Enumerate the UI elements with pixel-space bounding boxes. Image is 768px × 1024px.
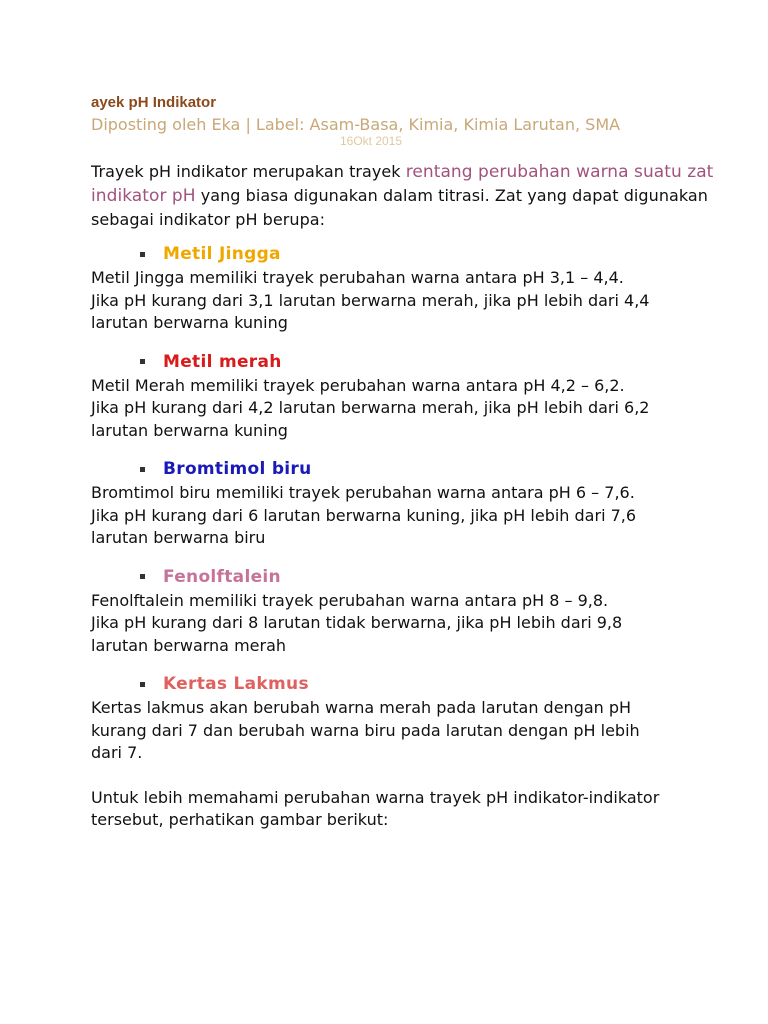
indicator-heading: Metil Jingga (163, 244, 281, 264)
indicator-section-bromtimol-biru (91, 458, 728, 550)
intro-paragraph (91, 160, 728, 231)
indicator-color-text: Jika pH kurang dari 6 larutan berwarna kuning, jika pH lebih dari 7,6 larutan berwarna biru (91, 505, 637, 547)
post-meta: Diposting oleh Eka | Label: Asam-Basa, Kimia, Kimia Larutan, SMA (91, 115, 621, 134)
list-item (91, 458, 728, 480)
indicator-range-text: Metil Merah memiliki trayek perubahan warna antara pH 4,2 – 6,2. (91, 375, 625, 395)
list-item (91, 243, 728, 265)
indicator-color-text: Jika pH kurang dari 8 larutan tidak berwarna, jika pH lebih dari 9,8 larutan berwarna merah (91, 613, 623, 655)
intro-text-start: Trayek pH indikator merupakan trayek (91, 162, 406, 181)
list-item (91, 673, 728, 695)
indicator-description-text: Kertas lakmus akan berubah warna merah pada larutan dengan pH kurang dari 7 dan berubah warna biru pada larutan dengan pH lebih dari 7. (91, 698, 640, 762)
post-date: 16Okt 2015 (339, 134, 403, 148)
indicator-heading: Kertas Lakmus (163, 674, 309, 694)
indicator-color-text: Jika pH kurang dari 4,2 larutan berwarna merah, jika pH lebih dari 6,2 larutan berwarna kuning (91, 398, 650, 440)
post-title: ayek pH Indikator (91, 94, 217, 111)
indicator-section-metil-merah (91, 351, 728, 443)
indicator-range-text: Metil Jingga memiliki trayek perubahan warna antara pH 3,1 – 4,4. (91, 268, 624, 287)
indicator-section-fenolftalein (91, 566, 728, 658)
indicator-heading: Metil merah (163, 351, 282, 372)
indicator-section-metil-jingga (91, 243, 728, 335)
list-item (91, 566, 728, 588)
indicator-color-text: Jika pH kurang dari 3,1 larutan berwarna merah, jika pH lebih dari 4,4 larutan berwarna kuning (91, 290, 650, 332)
bullet-icon (140, 359, 145, 364)
indicator-range-text: Bromtimol biru memiliki trayek perubahan warna antara pH 6 – 7,6. (91, 483, 635, 502)
intro-highlight: rentang perubahan warna suatu zat indikator pH (91, 162, 714, 206)
list-item (91, 351, 728, 373)
bullet-icon (140, 467, 145, 472)
closing-paragraph: Untuk lebih memahami perubahan warna trayek pH indikator-indikator tersebut, perhatikan gambar berikut: (91, 787, 660, 829)
indicator-heading: Fenolftalein (163, 566, 281, 587)
indicator-range-text: Fenolftalein memiliki trayek perubahan warna antara pH 8 – 9,8. (91, 590, 609, 610)
bullet-icon (140, 252, 145, 257)
indicator-heading: Bromtimol biru (163, 459, 312, 479)
bullet-icon (140, 574, 145, 579)
bullet-icon (140, 682, 145, 687)
indicator-section-kertas-lakmus (91, 673, 728, 765)
intro-text-end: yang biasa digunakan dalam titrasi. Zat yang dapat digunakan sebagai indikator pH berupa: (91, 186, 708, 229)
